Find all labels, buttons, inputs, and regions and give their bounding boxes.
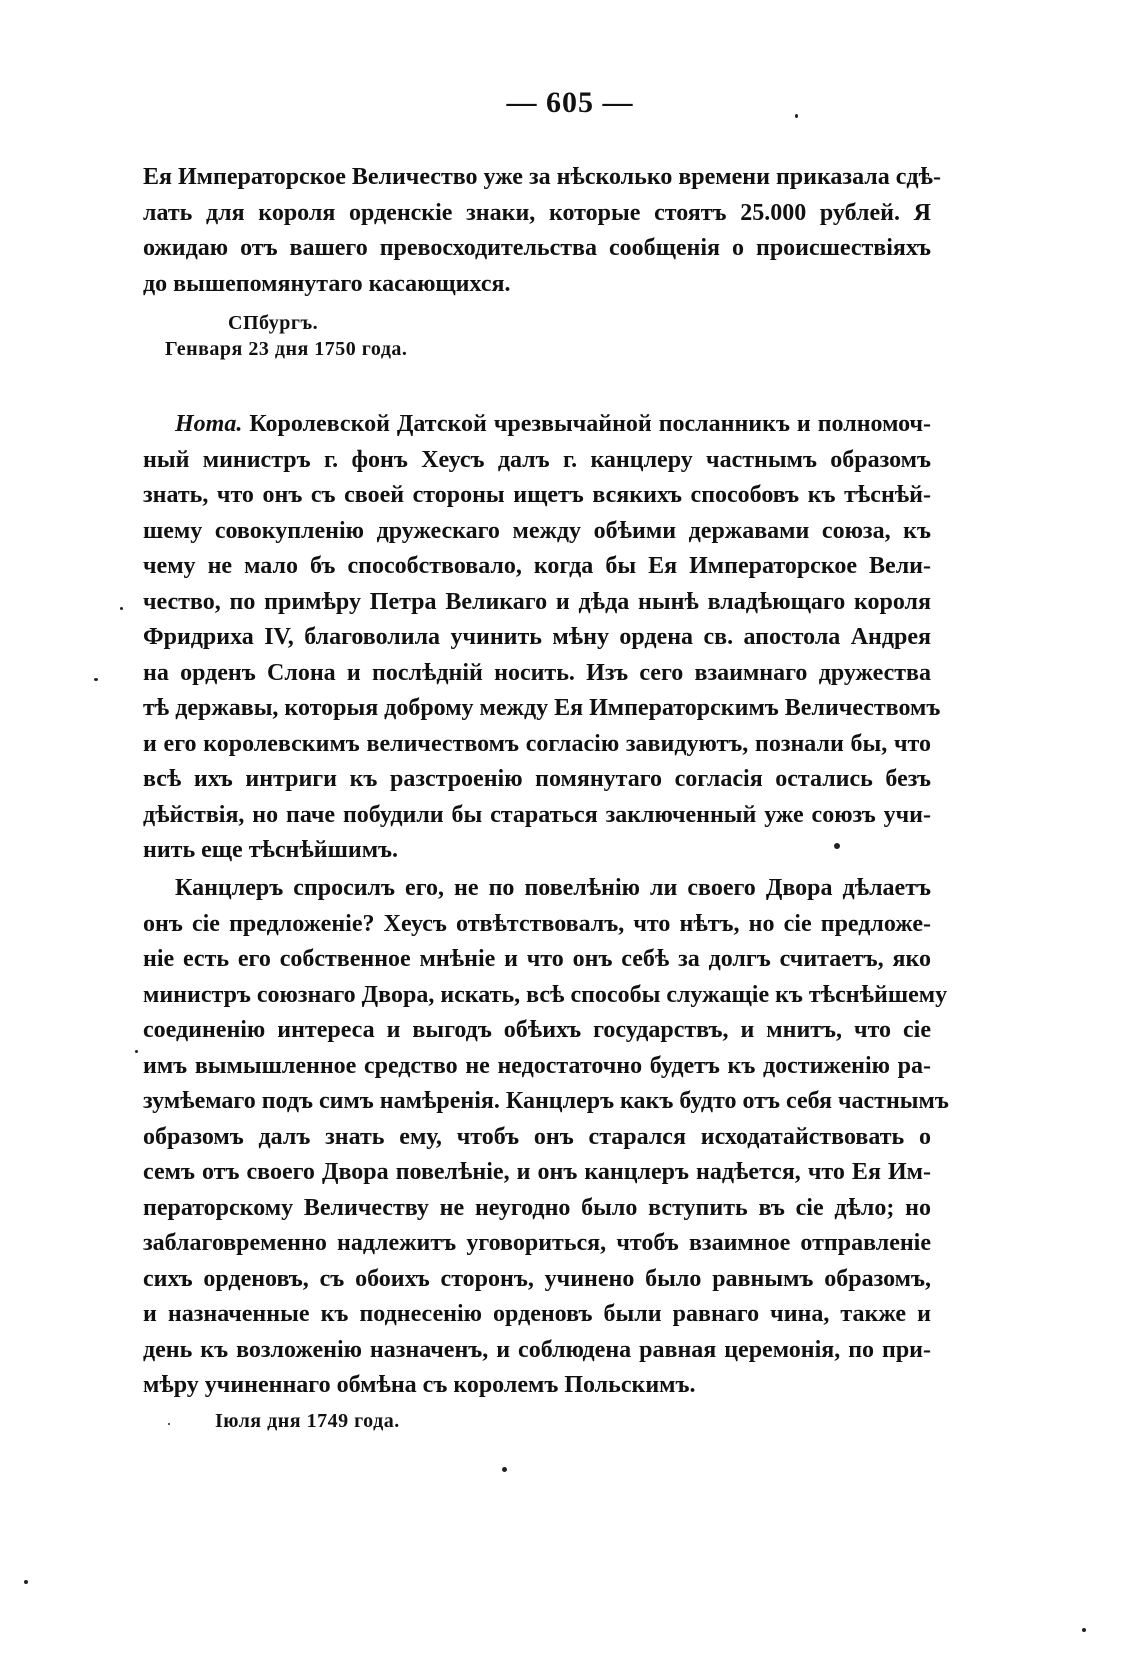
scan-speck <box>94 678 98 681</box>
paragraph-2-first-line <box>143 407 931 443</box>
paragraph-2-line: шему совокупленію дружескаго между обѣими державами союза, къ <box>143 517 931 544</box>
scan-speck <box>24 1580 28 1584</box>
paragraph-3-line: заблаговременно надлежитъ уговориться, чтобъ взаимное отправленіе <box>143 1230 931 1256</box>
scan-speck <box>834 843 840 849</box>
paragraph-3-line: онъ сіе предложеніе? Хеусъ отвѣтствовалъ, что нѣтъ, но сіе предложе- <box>143 910 931 937</box>
paragraph-3-line: ператорскому Величеству не неугодно было вступить въ сіе дѣло; но <box>143 1194 931 1221</box>
paragraph-3-line: сихъ орденовъ, съ обоихъ сторонъ, учинено было равнымъ образомъ, <box>143 1265 931 1292</box>
paragraph-2-note <box>143 407 941 869</box>
scan-speck <box>120 607 123 610</box>
note-first-line-text: Королевской Датской чрезвычайной посланникъ и полномоч- <box>242 411 931 437</box>
paragraph-3-line: и назначенные къ поднесенію орденовъ были равнаго чина, также и <box>143 1301 931 1327</box>
paragraph-2-line: на орденъ Слона и послѣдній носить. Изъ сего взаимнаго дружества <box>143 659 931 686</box>
signoff-date: Генваря 23 дня 1750 года. <box>165 338 408 360</box>
paragraph-2-line: чество, по примѣру Петра Великаго и дѣда нынѣ владѣющаго короля <box>143 588 931 615</box>
paragraph-2-line: всѣ ихъ интриги къ разстроенію помянутаго согласія остались безъ <box>143 766 931 792</box>
paragraph-1-line: до вышепомянутаго касающихся. <box>143 270 511 297</box>
paragraph-2-line: ный министръ г. фонъ Хеусъ далъ г. канцлеру частнымъ образомъ <box>143 446 931 473</box>
paragraph-2-line: нить еще тѣснѣйшимъ. <box>143 837 399 863</box>
paragraph-3-line: семъ отъ своего Двора повелѣніе, и онъ канцлеръ надѣется, что Ея Им- <box>143 1159 931 1185</box>
paragraph-3-line: образомъ далъ знать ему, чтобъ онъ старался исходатайствовать о <box>143 1123 931 1150</box>
paragraph-2-line: Фридриха IV, благоволила учинить мѣну ордена св. апостола Андрея <box>143 624 931 650</box>
scan-speck <box>168 1423 170 1425</box>
page-number: — 605 — <box>506 86 634 119</box>
paragraph-2-line: знать, что онъ съ своей стороны ищетъ всякихъ способовъ къ тѣснѣй- <box>143 482 931 508</box>
scan-speck <box>135 1050 138 1053</box>
paragraph-3-line: имъ вымышленное средство не недостаточно будетъ къ достиженію ра- <box>143 1052 931 1079</box>
scan-speck <box>1082 1628 1086 1632</box>
paragraph-3-line: день къ возложенію назначенъ, и соблюдена равная церемонія, по при- <box>143 1336 931 1363</box>
paragraph-1 <box>143 160 941 302</box>
paragraph-3-line: ніе есть его собственное мнѣніе и что онъ себѣ за долгъ считаетъ, яко <box>143 946 931 972</box>
paragraph-3-line: зумѣемаго подъ симъ намѣренія. Канцлеръ какъ будто отъ себя частнымъ <box>143 1088 949 1114</box>
scan-speck <box>502 1467 507 1472</box>
paragraph-3 <box>143 871 949 1404</box>
signoff-date-2: Іюля дня 1749 года. <box>215 1410 400 1432</box>
paragraph-2-line: дѣйствія, но паче побудили бы стараться заключенный уже союзъ учи- <box>143 801 931 828</box>
paragraph-2-line: тѣ державы, которыя доброму между Ея Императорскимъ Величествомъ <box>143 695 941 721</box>
paragraph-1-line: Ея Императорское Величество уже за нѣсколько времени приказала сдѣ- <box>143 164 941 190</box>
scan-speck <box>795 114 798 118</box>
paragraph-1-line: лать для короля орденскіе знаки, которые стоятъ 25.000 рублей. Я <box>143 199 931 226</box>
paragraph-3-line: соединенію интереса и выгодъ обѣихъ государствъ, и мнитъ, что сіе <box>143 1017 931 1043</box>
paragraph-2-line: и его королевскимъ величествомъ согласію завидуютъ, познали бы, что <box>143 730 931 757</box>
paragraph-2-line: чему не мало бъ способствовало, когда бы Ея Императорское Вели- <box>143 553 931 579</box>
paragraph-3-line: Канцлеръ спросилъ его, не по повелѣнію ли своего Двора дѣлаетъ <box>175 875 931 901</box>
paragraph-3-line: министръ союзнаго Двора, искать, всѣ способы служащіе къ тѣснѣйшему <box>143 981 948 1008</box>
paragraph-1-line: ожидаю отъ вашего превосходительства сообщенія о происшествіяхъ <box>143 235 931 261</box>
paragraph-3-line: мѣру учиненнаго обмѣна съ королемъ Польскимъ. <box>143 1372 696 1398</box>
signoff-place: СПбургъ. <box>228 312 319 334</box>
note-label: Нота. <box>175 411 243 437</box>
